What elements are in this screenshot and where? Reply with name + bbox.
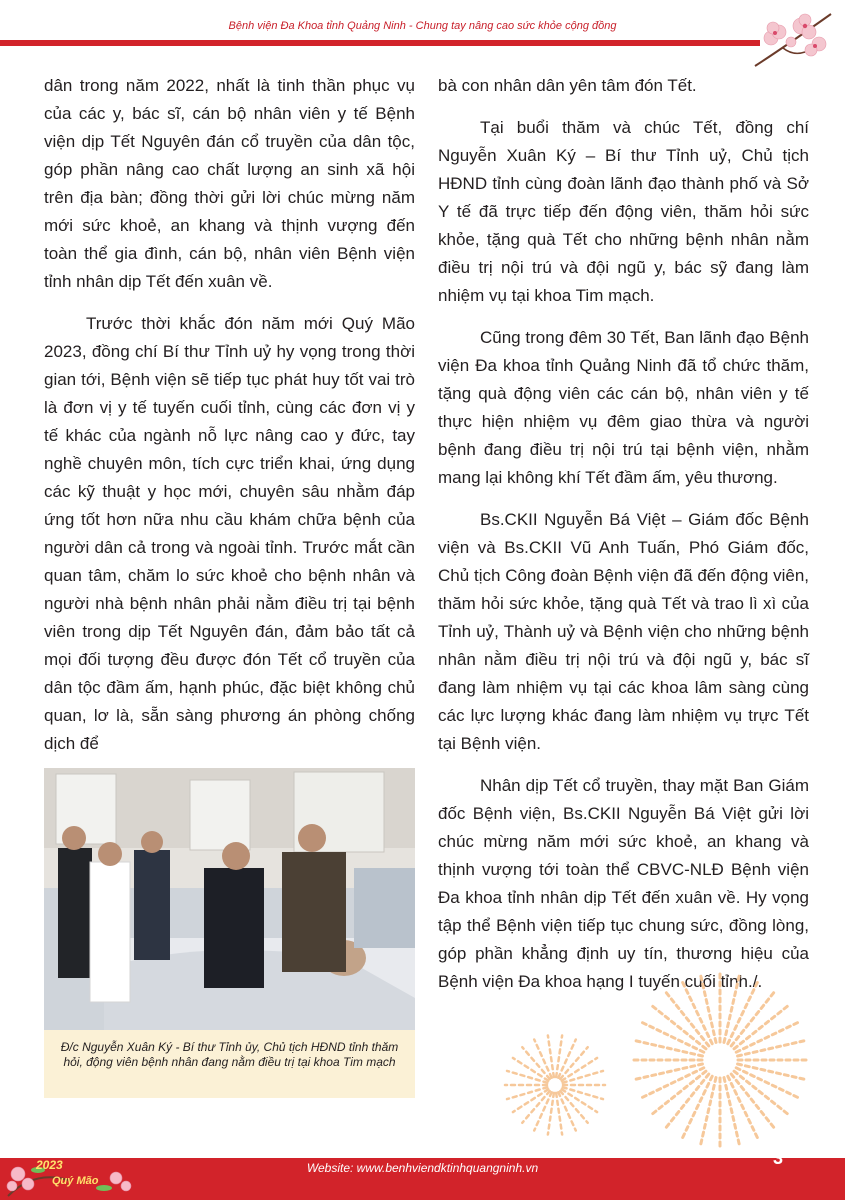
paragraph: bà con nhân dân yên tâm đón Tết. (438, 76, 697, 95)
cherry-blossom-icon (753, 8, 833, 70)
photo-figure (44, 768, 415, 1098)
hospital-visit-photo (44, 768, 415, 1030)
left-column (44, 72, 415, 772)
paragraph: Trước thời khắc đón năm mới Quý Mão 2023, đồng chí Bí thư Tỉnh uỷ hy vọng trong thời gian tới, Bệnh viện sẽ tiếp tục phát huy tốt vai trò là đơn vị y tế tuyến cuối tỉnh, cùng các đơn vị y tế khác của ngành nỗ lực nâng cao y đức, tay nghề chuyên môn, tích cực triển khai, ứng dụng các kỹ thuật y học mới, chuyên sâu nhằm đáp ứng tốt hơn nữa nhu cầu khám chữa bệnh của người dân cả trong và ngoài tỉnh. Trước mắt cần quan tâm, chăm lo sức khoẻ cho bệnh nhân và người nhà bệnh nhân phải nằm điều trị tại bệnh viên trong dịp Tết Nguyên đán, đảm bảo tất cả mọi đối tượng đều được đón Tết cổ truyền của dân tộc đầm ấm, hạnh phúc, đặc biệt không chủ quan, lơ là, sẵn sàng phương án phòng chống dịch để (44, 314, 415, 753)
right-column (438, 72, 809, 1010)
firework-decoration-icon (600, 960, 830, 1150)
header-rule (0, 40, 760, 46)
page-number: 3 (772, 1148, 783, 1168)
photo-caption: Đ/c Nguyễn Xuân Ký - Bí thư Tỉnh ủy, Chủ tịch HĐND tỉnh thăm hỏi, động viên bệnh nhân đang nằm điều trị tại khoa Tim mạch (60, 1040, 399, 1069)
paragraph: Cũng trong đêm 30 Tết, Ban lãnh đạo Bệnh viện Đa khoa tỉnh Quảng Ninh đã tổ chức thăm, tặng quà động viên các cán bộ, nhân viên y tế thực hiện nhiệm vụ đêm giao thừa và người bệnh đang điều trị nội trú tại bệnh viện, nhằm mang lại không khí Tết đầm ấm, yêu thương. (438, 328, 809, 487)
paragraph: dân trong năm 2022, nhất là tinh thần phục vụ của các y, bác sĩ, cán bộ nhân viên y tế Bệnh viện dịp Tết Nguyên đán cổ truyền của dân tộc, góp phần nâng cao chất lượng an sinh xã hội trên địa bàn; đồng thời gửi lời chúc mừng năm mới sức khoẻ, an khang và thịnh vượng đến toàn thể gia đình, cán bộ, nhân viên Bệnh viện tỉnh nhân dịp Tết đến xuân về. (44, 76, 415, 291)
firework-decoration-icon (500, 1030, 610, 1140)
page-header (0, 0, 845, 48)
logo-subtitle: Quý Mão (52, 1175, 99, 1187)
paragraph: Tại buổi thăm và chúc Tết, đồng chí Nguyễn Xuân Ký – Bí thư Tỉnh uỷ, Chủ tịch HĐND tỉnh cùng đoàn lãnh đạo thành phố và Sở Y tế đã trực tiếp đến động viên, thăm hỏi sức khỏe, tặng quà Tết cho những bệnh nhân nằm điều trị nội trú và đội ngũ y, bác sỹ đang làm nhiệm vụ tại khoa Tim mạch. (438, 118, 809, 305)
footer-website: Website: www.benhviendktinhquangninh.vn (306, 1161, 539, 1175)
logo-year: 2023 (36, 1158, 63, 1172)
header-tagline: Bệnh viện Đa Khoa tỉnh Quảng Ninh - Chung tay nâng cao sức khỏe cộng đồng (228, 20, 617, 32)
paragraph: Bs.CKII Nguyễn Bá Việt – Giám đốc Bệnh viện và Bs.CKII Vũ Anh Tuấn, Phó Giám đốc, Chủ tịch Công đoàn Bệnh viện đã đến động viên, thăm hỏi sức khỏe, tặng quà Tết và trao lì xì của Tỉnh uỷ, Thành uỷ và Bệnh viện cho những bệnh nhân nằm điều trị nội trú và đội ngũ y, bác sĩ đang làm nhiệm vụ tại các khoa lâm sàng cùng các lực lượng khác đang làm nhiệm vụ trực Tết tại Bệnh viện. (438, 510, 809, 753)
paragraph: Nhân dịp Tết cổ truyền, thay mặt Ban Giám đốc Bệnh viện, Bs.CKII Nguyễn Bá Việt gửi lời chúc mừng năm mới sức khoẻ, an khang và thịnh vượng tới toàn thể CBVC-NLĐ Bệnh viện Đa khoa tỉnh nhân dịp Tết đến xuân về. Hy vọng tập thể Bệnh viện tiếp tục chung sức, đồng lòng, góp phần khẳng định uy tín, thương hiệu của Bệnh viện Đa khoa hạng I tuyến cuối tỉnh./. (438, 776, 809, 991)
